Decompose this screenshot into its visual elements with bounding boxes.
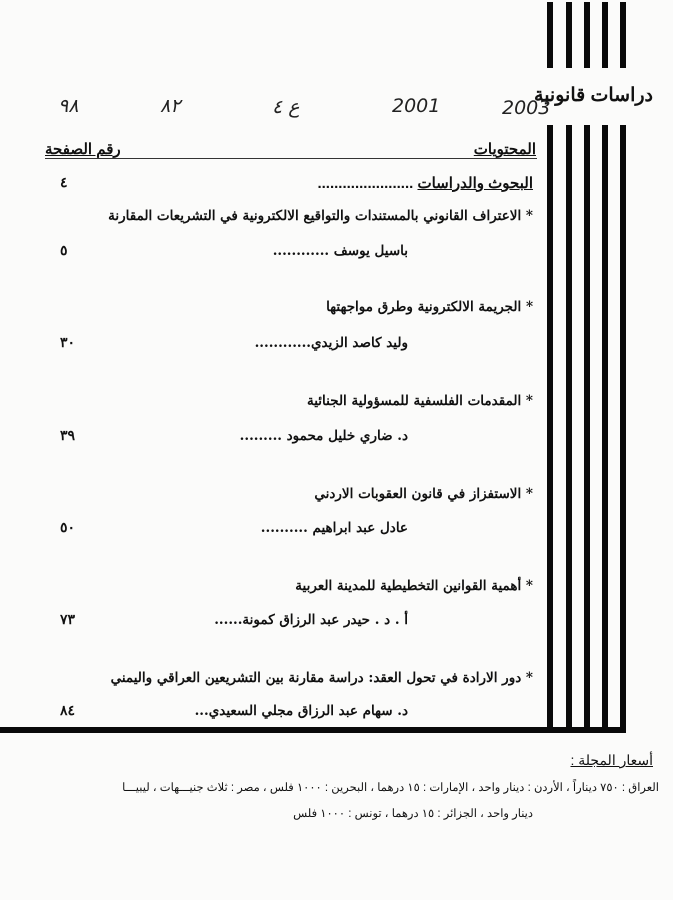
- article-title[interactable]: * أهمية القوانين التخطيطية للمدينة العربية: [295, 578, 533, 594]
- article-title[interactable]: * الجريمة الالكترونية وطرق مواجهتها: [326, 299, 533, 315]
- article-author: أ . د . حيدر عبد الرزاق كمونة......: [214, 612, 408, 628]
- article-page-number: ٣٠: [60, 335, 76, 351]
- article-page-number: ٧٣: [60, 612, 76, 628]
- bar: [620, 2, 626, 68]
- handwritten-note: ٩٨: [58, 95, 79, 117]
- bar: [602, 125, 608, 729]
- handwritten-note: 2003: [502, 97, 551, 119]
- bar: [620, 125, 626, 729]
- article-author: باسيل يوسف ............: [272, 243, 408, 259]
- article-author: وليد كاصد الزيدي............: [254, 335, 408, 351]
- header-rule: [45, 158, 537, 159]
- section-title: البحوث والدراسات: [417, 175, 533, 192]
- prices-heading: أسعار المجلة :: [570, 752, 653, 768]
- bar: [602, 2, 608, 68]
- bar: [584, 125, 590, 729]
- prices-line-2: دينار واحد ، الجزائر : ١٥ درهما ، تونس : ١٠٠٠ فلس: [293, 808, 533, 820]
- handwritten-note: ع ٤: [272, 96, 300, 118]
- article-page-number: ٥: [60, 243, 68, 259]
- article-author: د. سهام عبد الرزاق مجلي السعيدي...: [194, 703, 408, 719]
- article-page-number: ٨٤: [60, 703, 76, 719]
- section-page-number: ٤: [60, 175, 68, 191]
- handwritten-note: 2001: [392, 95, 441, 117]
- article-author: عادل عبد ابراهيم ..........: [260, 520, 408, 536]
- bar: [566, 125, 572, 729]
- article-title[interactable]: * المقدمات الفلسفية للمسؤولية الجنائية: [306, 393, 533, 409]
- bar: [584, 2, 590, 68]
- contents-bottom-rule: [0, 727, 626, 733]
- bar: [547, 125, 553, 729]
- dot-leader: .......................: [317, 175, 414, 192]
- page-number-heading: رقم الصفحة: [45, 141, 121, 158]
- bar: [547, 2, 553, 68]
- article-page-number: ٥٠: [60, 520, 76, 536]
- article-author: د. ضاري خليل محمود .........: [239, 428, 408, 444]
- article-page-number: ٣٩: [60, 428, 76, 444]
- bar: [566, 2, 572, 68]
- journal-title: دراسات قانونية: [534, 85, 653, 106]
- article-title[interactable]: * الاستفزاز في قانون العقوبات الاردني: [314, 486, 533, 502]
- section-title-row: [317, 174, 533, 192]
- article-title[interactable]: * دور الارادة في تحول العقد: دراسة مقارنة بين التشريعين العراقي واليمني: [110, 670, 533, 686]
- handwritten-note: ٨٢: [160, 95, 181, 117]
- contents-heading: المحتويات: [473, 141, 536, 158]
- prices-line-1: العراق : ٧٥٠ ديناراً ، الأردن : دينار واحد ، الإمارات : ١٥ درهما ، البحرين : ١٠٠٠ فلس ، مصر : ثلاث جنيـــهات ، ليبيـــا: [122, 782, 659, 794]
- article-title[interactable]: * الاعتراف القانوني بالمستندات والتواقيع الالكترونية في التشريعات المقارنة: [108, 208, 533, 224]
